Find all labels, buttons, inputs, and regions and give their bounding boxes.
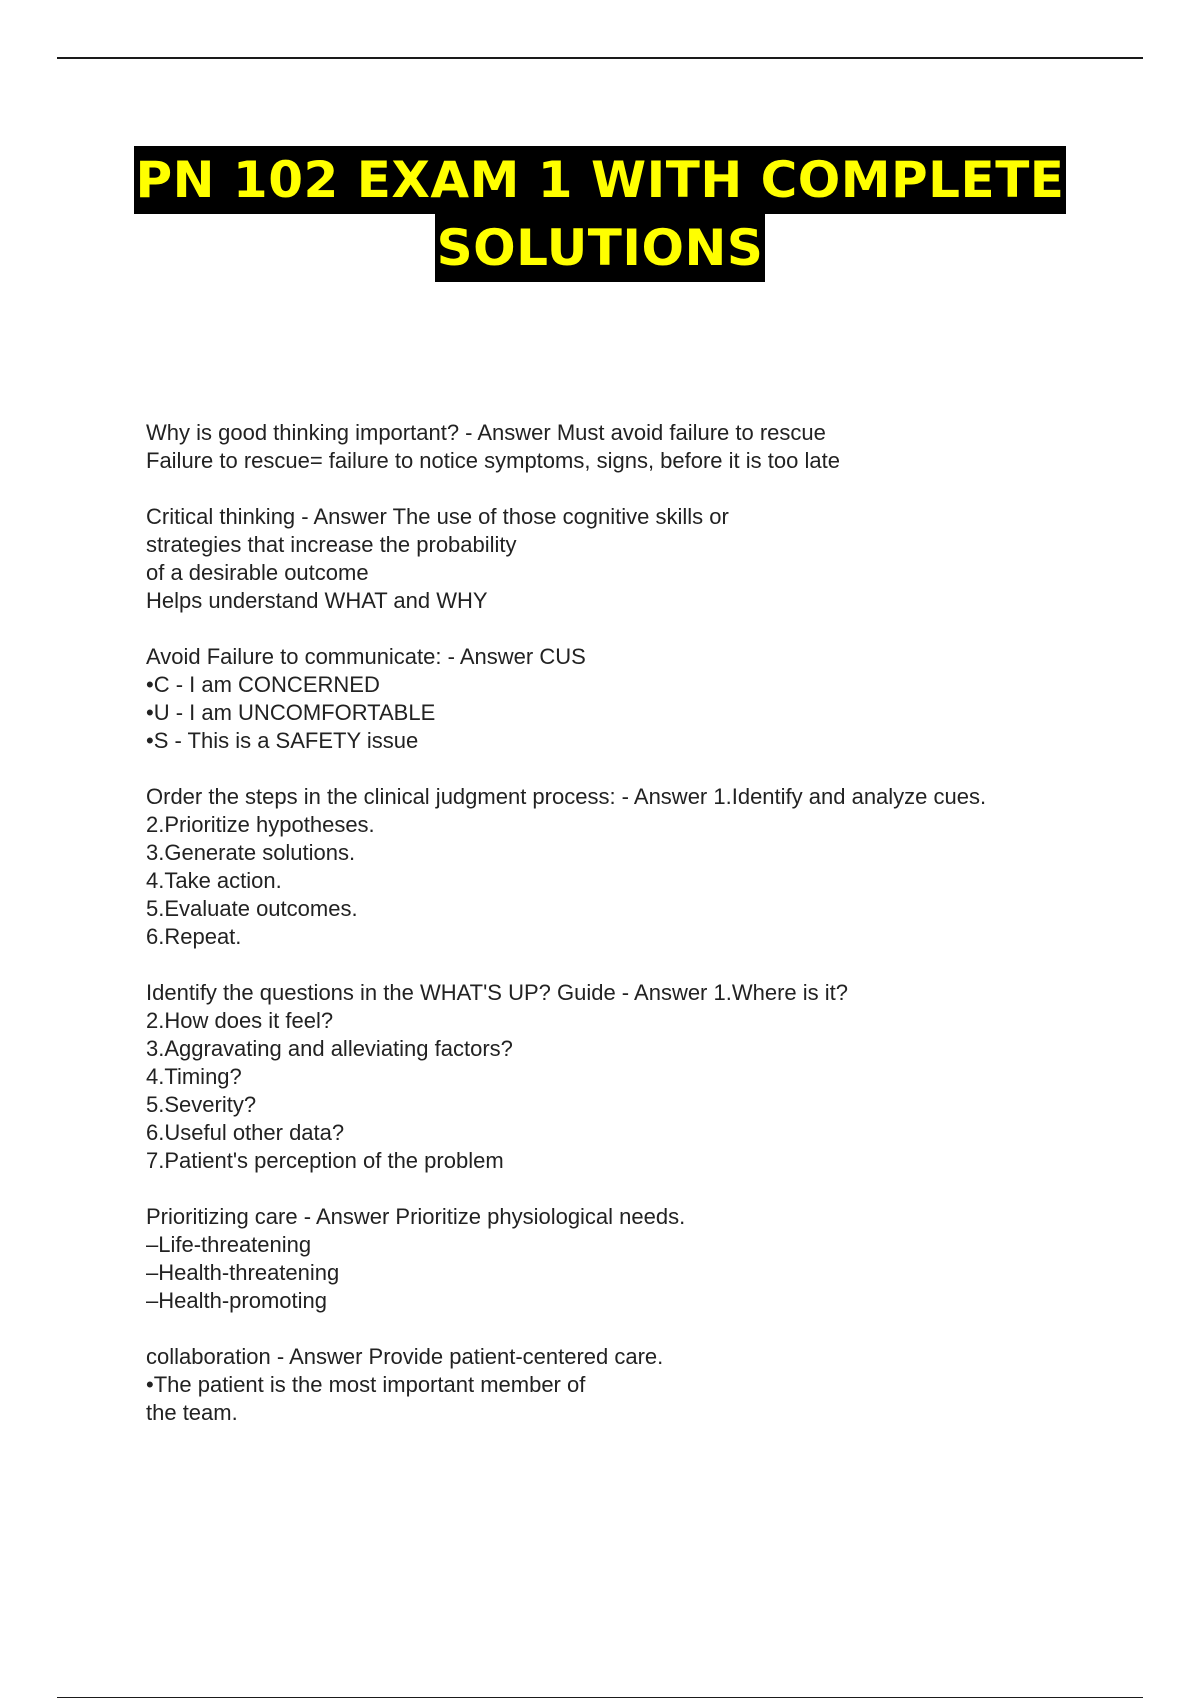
footer-rule xyxy=(57,1697,1143,1698)
qa-line: 4.Timing? xyxy=(146,1064,242,1089)
qa-line: Prioritizing care - Answer Prioritize physiological needs. xyxy=(146,1204,686,1229)
qa-line: Why is good thinking important? - Answer Must avoid failure to rescue xyxy=(146,420,826,445)
qa-line: 4.Take action. xyxy=(146,868,282,893)
qa-line: –Life-threatening xyxy=(146,1232,312,1257)
qa-line: •U - I am UNCOMFORTABLE xyxy=(146,700,436,725)
qa-item xyxy=(146,783,1146,951)
qa-line: •The patient is the most important member of xyxy=(146,1372,586,1397)
qa-item xyxy=(146,503,1146,615)
qa-line: •C - I am CONCERNED xyxy=(146,672,380,697)
qa-line: of a desirable outcome xyxy=(146,560,369,585)
qa-line: 3.Aggravating and alleviating factors? xyxy=(146,1036,513,1061)
title-line-1: PN 102 EXAM 1 WITH COMPLETE xyxy=(134,146,1067,214)
qa-line: 3.Generate solutions. xyxy=(146,840,356,865)
qa-item xyxy=(146,1343,1146,1427)
qa-item xyxy=(146,643,1146,755)
header-rule xyxy=(57,57,1143,59)
qa-item xyxy=(146,1203,1146,1315)
qa-line: Identify the questions in the WHAT'S UP? Guide - Answer 1.Where is it? xyxy=(146,980,848,1005)
qa-line: Critical thinking - Answer The use of those cognitive skills or xyxy=(146,504,729,529)
qa-line: 5.Evaluate outcomes. xyxy=(146,896,358,921)
qa-line: strategies that increase the probability xyxy=(146,532,517,557)
qa-line: 6.Repeat. xyxy=(146,924,242,949)
qa-item xyxy=(146,419,1146,475)
qa-line: Order the steps in the clinical judgment process: - Answer 1.Identify and analyze cues. xyxy=(146,784,987,809)
qa-line: 2.How does it feel? xyxy=(146,1008,334,1033)
qa-line: –Health-threatening xyxy=(146,1260,340,1285)
qa-line: the team. xyxy=(146,1400,238,1425)
title-line-2: SOLUTIONS xyxy=(435,214,766,282)
qa-line: collaboration - Answer Provide patient-centered care. xyxy=(146,1344,664,1369)
qa-line: 2.Prioritize hypotheses. xyxy=(146,812,375,837)
qa-line: •S - This is a SAFETY issue xyxy=(146,728,419,753)
document-title xyxy=(0,146,1200,282)
qa-line: –Health-promoting xyxy=(146,1288,327,1313)
qa-line: 5.Severity? xyxy=(146,1092,257,1117)
qa-item xyxy=(146,979,1146,1175)
qa-line: 7.Patient's perception of the problem xyxy=(146,1148,504,1173)
qa-list xyxy=(146,419,1146,1455)
qa-line: Avoid Failure to communicate: - Answer CUS xyxy=(146,644,586,669)
qa-line: Helps understand WHAT and WHY xyxy=(146,588,488,613)
qa-line: 6.Useful other data? xyxy=(146,1120,345,1145)
qa-line: Failure to rescue= failure to notice symptoms, signs, before it is too late xyxy=(146,448,840,473)
